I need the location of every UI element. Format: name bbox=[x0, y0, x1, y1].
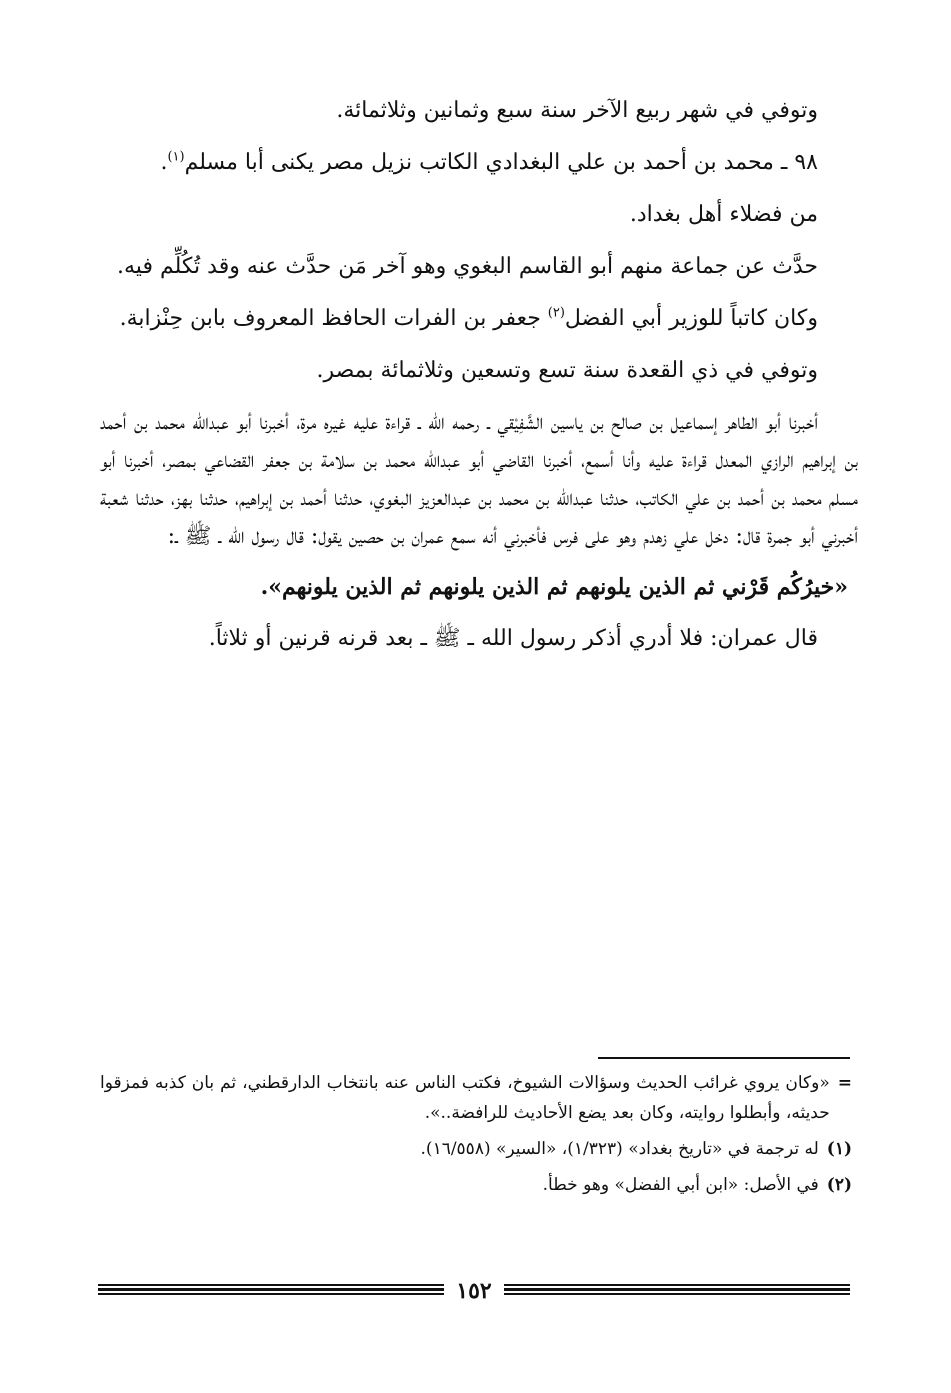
paragraph-entry-98 bbox=[100, 144, 858, 182]
continuation-text: «وكان يروي غرائب الحديث وسؤالات الشيوخ، فكتب الناس عنه بانتخاب الدارقطني، ثم بان كذبه فمزقوا حديثه، وأبطلوا روايته، وكان بعد يضع الأحاديث للرافضة..». bbox=[100, 1073, 830, 1123]
main-text bbox=[100, 92, 858, 658]
footer-rule-right bbox=[504, 1283, 850, 1299]
paragraph-death-egypt: وتوفي في ذي القعدة سنة تسع وتسعين وثلاثمائة بمصر. bbox=[316, 358, 818, 383]
entry-98-period: . bbox=[160, 150, 168, 175]
page-footer bbox=[98, 1276, 850, 1306]
footnote-ref-2[interactable]: (٢) bbox=[547, 305, 565, 321]
paragraph-baghdad: من فضلاء أهل بغداد. bbox=[629, 202, 818, 227]
paragraph-narrated: حدَّث عن جماعة منهم أبو القاسم البغوي وهو آخر مَن حدَّث عنه وقد تُكُلِّم فيه. bbox=[117, 254, 818, 279]
secretary-text-a: وكان كاتباً للوزير أبي الفضل bbox=[564, 306, 818, 331]
footnote-2-mark: (٢) bbox=[826, 1175, 852, 1195]
footnote-ref-1[interactable]: (١) bbox=[167, 149, 185, 165]
secretary-text-b: جعفر بن الفرات الحافظ المعروف بابن حِنْزابة. bbox=[119, 306, 548, 331]
footer-rule-left bbox=[98, 1283, 444, 1299]
footnote-separator bbox=[598, 1057, 850, 1059]
footnote-continuation bbox=[100, 1068, 852, 1128]
page-number: ١٥٢ bbox=[456, 1278, 492, 1304]
paragraph-imran: قال عمران: فلا أدري أذكر رسول الله ـ ﷺ ـ بعد قرنه قرنين أو ثلاثاً. bbox=[208, 626, 818, 651]
footnote-2-text: في الأصل: «ابن أبي الفضل» وهو خطأ. bbox=[542, 1175, 819, 1195]
paragraph-death-note: وتوفي في شهر ربيع الآخر سنة سبع وثمانين وثلاثمائة. bbox=[336, 98, 818, 123]
paragraph-isnad: أخبرنا أبو الطاهر إسماعيل بن صالح بن ياسين الشَّفِيْقي ـ رحمه الله ـ قراءة عليه غيره مرة، أخبرنا أبو عبدالله محمد بن أحمد بن إبراهيم الرازي المعدل قراءة عليه وأنا أسمع، أخبرنا القاضي أبو عبدالله محمد بن سلامة بن جعفر القضاعي بمصر، أخبرنا أبو مسلم محمد بن أحمد بن علي الكاتب، حدثنا عبدالله بن محمد بن عبدالعزيز البغوي، حدثنا أحمد بن إبراهيم، حدثنا بهز، حدثنا شعبة أخبرني أبو جمرة قال: دخل علي زهدم وهو على فرس فأخبرني أنه سمع عمران بن حصين يقول: قال رسول الله ـ ﷺ ـ: bbox=[100, 410, 858, 549]
paragraph-hadith: «خيرُكُم قَرْني ثم الذين يلونهم ثم الذين يلونهم ثم الذين يلونهم». bbox=[260, 574, 848, 600]
paragraph-secretary bbox=[100, 300, 858, 338]
continuation-mark: = bbox=[837, 1073, 852, 1093]
footnote-1 bbox=[100, 1134, 852, 1164]
footnote-2 bbox=[100, 1170, 852, 1200]
footnotes bbox=[100, 1068, 852, 1200]
entry-98-text: ٩٨ ـ محمد بن أحمد بن علي البغدادي الكاتب نزيل مصر يكنى أبا مسلم bbox=[184, 150, 818, 175]
footnote-1-mark: (١) bbox=[826, 1139, 852, 1159]
footnote-1-text: له ترجمة في «تاريخ بغداد» (١/٣٢٣)، «السير» (١٦/٥٥٨). bbox=[420, 1139, 819, 1159]
